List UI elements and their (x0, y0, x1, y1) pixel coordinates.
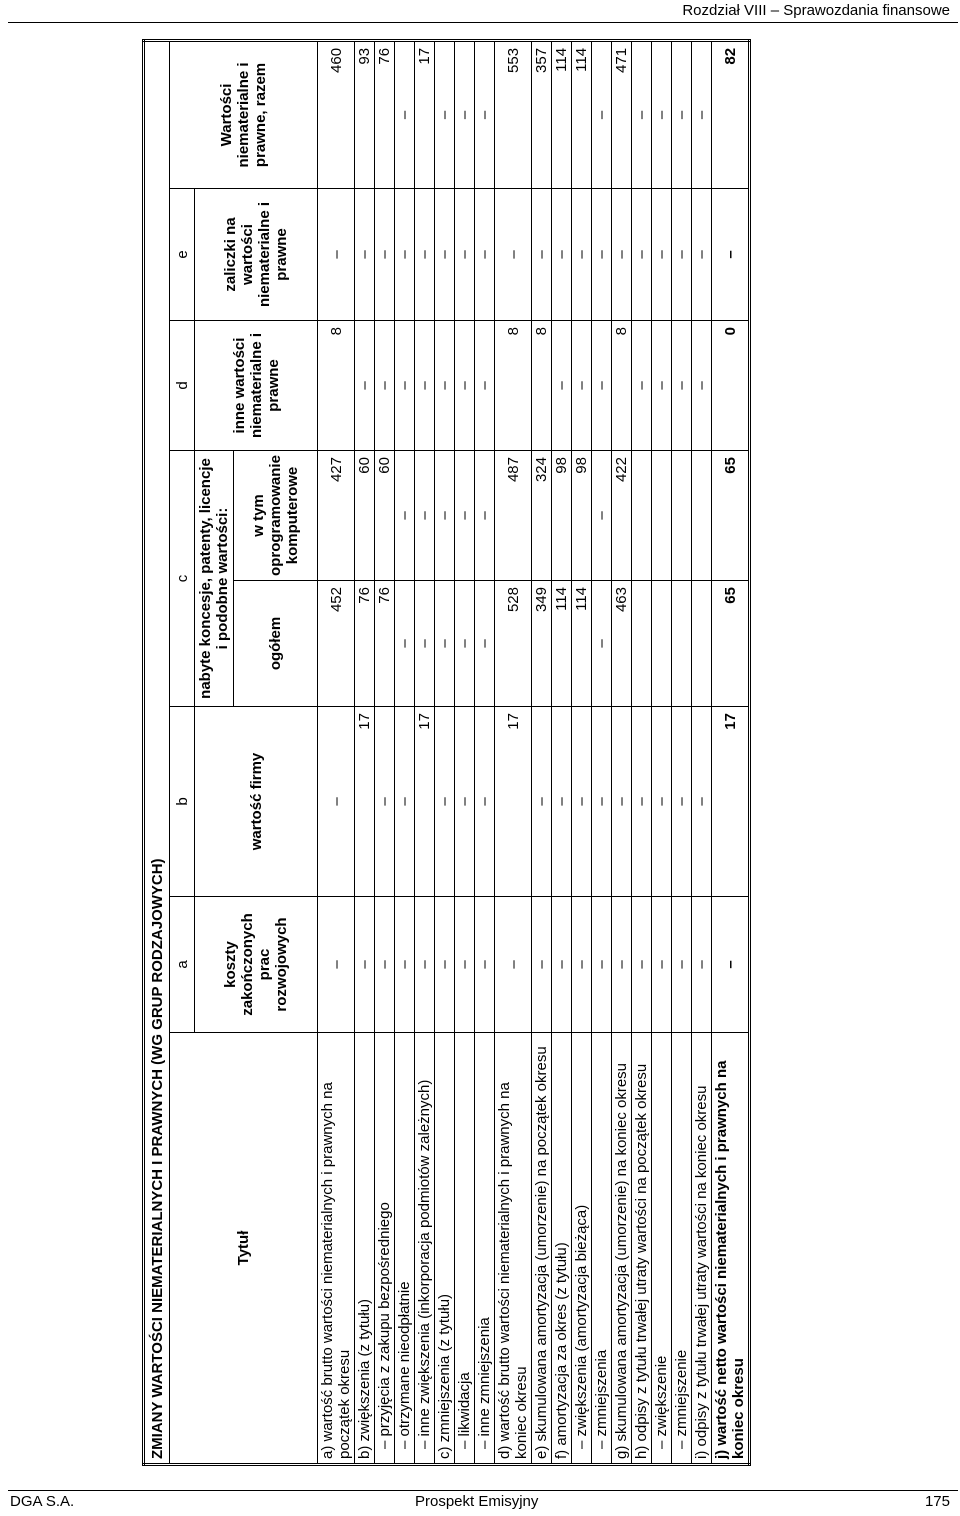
row-label: j) wartość netto wartości niematerialnych i prawnych na koniec okresu (712, 1033, 750, 1465)
table-row (318, 40, 355, 1464)
cell-c1 (692, 581, 712, 707)
cell-c2 (632, 451, 652, 581)
cell-b: – (592, 707, 612, 897)
row-label: – zmniejszenie (672, 1033, 692, 1465)
table-row (672, 40, 692, 1464)
cell-d: 8 (612, 321, 632, 451)
cell-e: – (652, 189, 672, 321)
cell-e: – (612, 189, 632, 321)
cell-d: – (692, 321, 712, 451)
cell-c2: – (415, 451, 435, 581)
cell-a: – (375, 897, 395, 1033)
cell-b: – (612, 707, 632, 897)
table-row (475, 40, 495, 1464)
row-label: – inne zmniejszenia (475, 1033, 495, 1465)
cell-c1 (652, 581, 672, 707)
cell-c1: 76 (355, 581, 375, 707)
cell-c2: 98 (572, 451, 592, 581)
cell-t: 114 (552, 40, 572, 188)
row-label: a) wartość brutto wartości niematerialnych i prawnych na początek okresu (318, 1033, 355, 1465)
cell-t: 460 (318, 40, 355, 188)
cell-c1: 452 (318, 581, 355, 707)
cell-a: – (592, 897, 612, 1033)
cell-e: – (692, 189, 712, 321)
table-row (375, 40, 395, 1464)
cell-c2: 427 (318, 451, 355, 581)
cell-e: – (552, 189, 572, 321)
row-label: – likwidacja (455, 1033, 475, 1465)
cell-e: – (355, 189, 375, 321)
cell-d: – (632, 321, 652, 451)
cell-a: – (552, 897, 572, 1033)
running-header: Rozdział VIII – Sprawozdania finansowe (682, 2, 950, 19)
cell-a: – (435, 897, 455, 1033)
cell-e: – (415, 189, 435, 321)
table-title: ZMIANY WARTOŚCI NIEMATERIALNYCH I PRAWNYCH (WG GRUP RODZAJOWYCH) (144, 40, 170, 1464)
cell-a: – (672, 897, 692, 1033)
cell-t: – (592, 40, 612, 188)
cell-c1 (672, 581, 692, 707)
cell-c1: 65 (712, 581, 750, 707)
cell-a: – (475, 897, 495, 1033)
row-label: – przyjęcia z zakupu bezpośredniego (375, 1033, 395, 1465)
cell-b: – (455, 707, 475, 897)
row-label: h) odpisy z tytułu trwałej utraty wartości na początek okresu (632, 1033, 652, 1465)
cell-b: – (672, 707, 692, 897)
cell-c1: – (395, 581, 415, 707)
table-row (355, 40, 375, 1464)
cell-c2: – (395, 451, 415, 581)
cell-b: – (395, 707, 415, 897)
cell-b: – (692, 707, 712, 897)
cell-d: – (475, 321, 495, 451)
cell-b: – (572, 707, 592, 897)
cell-d: 8 (532, 321, 552, 451)
table-row (532, 40, 552, 1464)
cell-b: – (632, 707, 652, 897)
cell-t: – (395, 40, 415, 188)
header-e: zaliczki na wartości niematerialne i prawne (195, 189, 318, 321)
col-letter-d: d (170, 321, 195, 451)
cell-e: – (572, 189, 592, 321)
cell-c1: 114 (552, 581, 572, 707)
cell-d: – (592, 321, 612, 451)
cell-c1: 114 (572, 581, 592, 707)
header-b: wartość firmy (195, 707, 318, 897)
cell-a: – (355, 897, 375, 1033)
row-label: – inne zwiększenia (inkorporacja podmiotów zależnych) (415, 1033, 435, 1465)
cell-c1 (632, 581, 652, 707)
cell-c2: 60 (355, 451, 375, 581)
col-letter-c: c (170, 451, 195, 707)
cell-c1: – (455, 581, 475, 707)
cell-a: – (632, 897, 652, 1033)
row-label: b) zwiększenia (z tytułu) (355, 1033, 375, 1465)
cell-t: 553 (495, 40, 532, 188)
cell-a: – (652, 897, 672, 1033)
cell-d: – (572, 321, 592, 451)
col-letter-a: a (170, 897, 195, 1033)
table-row (395, 40, 415, 1464)
cell-d: – (552, 321, 572, 451)
cell-c2: 324 (532, 451, 552, 581)
cell-t: – (692, 40, 712, 188)
cell-a: – (395, 897, 415, 1033)
cell-d: – (375, 321, 395, 451)
table-row (455, 40, 475, 1464)
row-label: – otrzymane nieodpłatnie (395, 1033, 415, 1465)
cell-d: – (672, 321, 692, 451)
cell-b: – (552, 707, 572, 897)
cell-c1: – (592, 581, 612, 707)
cell-a: – (692, 897, 712, 1033)
cell-d: – (355, 321, 375, 451)
row-label: e) skumulowana amortyzacja (umorzenie) na początek okresu (532, 1033, 552, 1465)
cell-c2: – (455, 451, 475, 581)
cell-c2 (692, 451, 712, 581)
cell-a: – (712, 897, 750, 1033)
row-label: – zmniejszenia (592, 1033, 612, 1465)
header-c-ogolem: ogółem (234, 581, 318, 707)
row-label: g) skumulowana amortyzacja (umorzenie) na koniec okresu (612, 1033, 632, 1465)
cell-e: – (712, 189, 750, 321)
header-c-group: nabyte koncesje, patenty, licencje i podobne wartości: (195, 451, 234, 707)
table-row (495, 40, 532, 1464)
cell-a: – (318, 897, 355, 1033)
cell-t: 114 (572, 40, 592, 188)
cell-d: 0 (712, 321, 750, 451)
cell-b: – (375, 707, 395, 897)
cell-e: – (395, 189, 415, 321)
cell-t: 76 (375, 40, 395, 188)
table-row (415, 40, 435, 1464)
intangible-assets-table (142, 39, 751, 1466)
cell-b: – (532, 707, 552, 897)
cell-a: – (572, 897, 592, 1033)
table-row (552, 40, 572, 1464)
footer-document: Prospekt Emisyjny (415, 1493, 539, 1510)
page-number: 175 (924, 1493, 950, 1510)
row-label: c) zmniejszenia (z tytułu) (435, 1033, 455, 1465)
cell-c2: – (475, 451, 495, 581)
cell-t: 17 (415, 40, 435, 188)
cell-e: – (318, 189, 355, 321)
row-label: i) odpisy z tytułu trwałej utraty wartości na koniec okresu (692, 1033, 712, 1465)
cell-d: – (395, 321, 415, 451)
cell-t: 357 (532, 40, 552, 188)
cell-a: – (532, 897, 552, 1033)
cell-e: – (632, 189, 652, 321)
cell-b: – (435, 707, 455, 897)
cell-d: – (435, 321, 455, 451)
cell-c1: 76 (375, 581, 395, 707)
header-a: koszty zakończonych prac rozwojowych (195, 897, 318, 1033)
cell-b: – (652, 707, 672, 897)
table-row (572, 40, 592, 1464)
cell-c1: – (415, 581, 435, 707)
cell-e: – (475, 189, 495, 321)
cell-c1: 463 (612, 581, 632, 707)
cell-d: 8 (495, 321, 532, 451)
cell-c2: 60 (375, 451, 395, 581)
cell-c2: 487 (495, 451, 532, 581)
table-row (592, 40, 612, 1464)
cell-t: – (475, 40, 495, 188)
cell-t: – (435, 40, 455, 188)
cell-t: – (652, 40, 672, 188)
cell-c2 (652, 451, 672, 581)
cell-b: 17 (712, 707, 750, 897)
row-label: – zwiększenia (amortyzacja bieżąca) (572, 1033, 592, 1465)
row-label: – zwiększenie (652, 1033, 672, 1465)
cell-c1: – (435, 581, 455, 707)
table-row (712, 40, 750, 1464)
table-row (692, 40, 712, 1464)
table-row (435, 40, 455, 1464)
cell-b: 17 (495, 707, 532, 897)
table-row (612, 40, 632, 1464)
cell-a: – (455, 897, 475, 1033)
cell-t: 93 (355, 40, 375, 188)
header-c-oprogramowanie: w tym oprogramowanie komputerowe (234, 451, 318, 581)
cell-e: – (375, 189, 395, 321)
cell-c1: 528 (495, 581, 532, 707)
cell-d: 8 (318, 321, 355, 451)
footer-rule (8, 1490, 958, 1491)
cell-e: – (435, 189, 455, 321)
cell-d: – (415, 321, 435, 451)
cell-t: – (632, 40, 652, 188)
header-tytul: Tytuł (170, 1033, 318, 1465)
cell-d: – (455, 321, 475, 451)
cell-b: – (475, 707, 495, 897)
cell-e: – (672, 189, 692, 321)
cell-t: 471 (612, 40, 632, 188)
rotated-table-wrapper (142, 42, 813, 1466)
cell-b: – (318, 707, 355, 897)
cell-c2: 65 (712, 451, 750, 581)
footer-company: DGA S.A. (10, 1493, 75, 1510)
cell-e: – (495, 189, 532, 321)
row-label: f) amortyzacja za okres (z tytułu) (552, 1033, 572, 1465)
cell-c2 (672, 451, 692, 581)
cell-e: – (455, 189, 475, 321)
cell-a: – (415, 897, 435, 1033)
cell-d: – (652, 321, 672, 451)
header-rule (8, 22, 958, 23)
header-razem: Wartości niematerialne i prawne, razem (170, 40, 318, 188)
cell-t: – (455, 40, 475, 188)
cell-t: 82 (712, 40, 750, 188)
cell-c1: – (475, 581, 495, 707)
cell-c2: – (435, 451, 455, 581)
table-row (652, 40, 672, 1464)
cell-t: – (672, 40, 692, 188)
cell-a: – (612, 897, 632, 1033)
cell-c1: 349 (532, 581, 552, 707)
cell-a: – (495, 897, 532, 1033)
cell-c2: 422 (612, 451, 632, 581)
col-letter-b: b (170, 707, 195, 897)
header-d: inne wartości niematerialne i prawne (195, 321, 318, 451)
cell-e: – (592, 189, 612, 321)
cell-c2: – (592, 451, 612, 581)
row-label: d) wartość brutto wartości niematerialnych i prawnych na koniec okresu (495, 1033, 532, 1465)
cell-e: – (532, 189, 552, 321)
cell-b: 17 (415, 707, 435, 897)
cell-c2: 98 (552, 451, 572, 581)
cell-b: 17 (355, 707, 375, 897)
table-row (632, 40, 652, 1464)
col-letter-e: e (170, 189, 195, 321)
